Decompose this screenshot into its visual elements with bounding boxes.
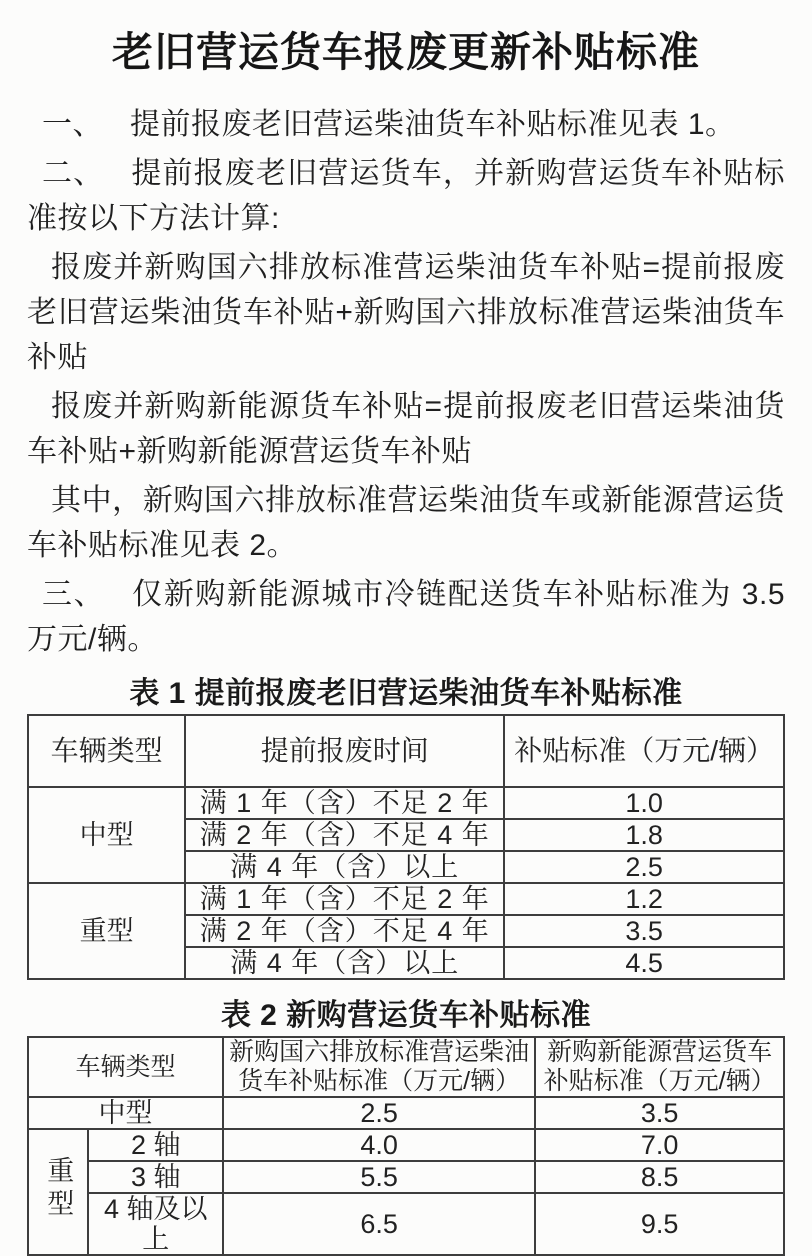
table-row bbox=[28, 1193, 784, 1255]
table2-value-cell: 2.5 bbox=[223, 1097, 535, 1129]
table-row bbox=[28, 883, 784, 915]
item-number-1: 一、 bbox=[42, 108, 103, 141]
table2-value-cell: 6.5 bbox=[223, 1193, 535, 1255]
table1-value-cell: 3.5 bbox=[504, 915, 784, 947]
table2-header-nev-subsidy: 新购新能源营运货车补贴标准（万元/辆） bbox=[535, 1037, 784, 1097]
paragraph-item-3 bbox=[27, 572, 785, 662]
table2-value-cell: 5.5 bbox=[223, 1161, 535, 1193]
paragraph-text: 仅新购新能源城市冷链配送货车补贴标准为 3.5 万元/辆。 bbox=[27, 578, 786, 656]
table1-time-cell: 满 1 年（含）不足 2 年 bbox=[185, 883, 504, 915]
table-row bbox=[28, 1097, 784, 1129]
paragraph-text: 提前报废老旧营运柴油货车补贴标准见表 1。 bbox=[130, 108, 736, 141]
table1-group-medium: 中型 bbox=[28, 787, 185, 883]
table1-value-cell: 1.0 bbox=[504, 787, 784, 819]
item-number-2: 二、 bbox=[42, 157, 105, 190]
table2-header-diesel-subsidy: 新购国六排放标准营运柴油货车补贴标准（万元/辆） bbox=[223, 1037, 535, 1097]
table2-heavy-label-text: 重型 bbox=[43, 1156, 74, 1222]
table2-caption: 表 2 新购营运货车补贴标准 bbox=[220, 999, 592, 1032]
table1-caption: 表 1 提前报废老旧营运柴油货车补贴标准 bbox=[129, 677, 683, 710]
table1-header-subsidy-standard: 补贴标准（万元/辆） bbox=[504, 715, 784, 787]
table2-value-cell: 8.5 bbox=[535, 1161, 784, 1193]
table2-value-cell: 4.0 bbox=[223, 1129, 535, 1161]
table1-value-cell: 1.2 bbox=[504, 883, 784, 915]
table1-value-cell: 1.8 bbox=[504, 819, 784, 851]
table-row bbox=[28, 1129, 784, 1161]
table2-value-cell: 7.0 bbox=[535, 1129, 784, 1161]
table2-value-cell: 9.5 bbox=[535, 1193, 784, 1255]
table2-axle-cell: 3 轴 bbox=[88, 1161, 223, 1193]
paragraph-formula-2 bbox=[27, 384, 785, 474]
table1-time-cell: 满 4 年（含）以上 bbox=[185, 851, 504, 883]
paragraph-item-1 bbox=[27, 102, 785, 147]
table1-time-cell: 满 2 年（含）不足 4 年 bbox=[185, 819, 504, 851]
paragraph-text: 提前报废老旧营运货车，并新购营运货车补贴标准按以下方法计算: bbox=[27, 157, 786, 235]
table1-time-cell: 满 1 年（含）不足 2 年 bbox=[185, 787, 504, 819]
table2-header-vehicle-type: 车辆类型 bbox=[28, 1037, 223, 1097]
table2-axle-cell: 2 轴 bbox=[88, 1129, 223, 1161]
table1-value-cell: 4.5 bbox=[504, 947, 784, 979]
item-number-3: 三、 bbox=[42, 578, 106, 611]
table2-value-cell: 3.5 bbox=[535, 1097, 784, 1129]
paragraph-text: 报废并新购新能源货车补贴=提前报废老旧营运柴油货车补贴+新购新能源营运货车补贴 bbox=[27, 390, 785, 468]
table2-medium-label: 中型 bbox=[28, 1097, 223, 1129]
table1-header-row bbox=[28, 715, 784, 787]
paragraph-note bbox=[27, 478, 785, 568]
document-title: 老旧营运货车报废更新补贴标准 bbox=[112, 29, 700, 75]
table1-scrappage-subsidy bbox=[27, 714, 785, 980]
paragraph-text: 报废并新购国六排放标准营运柴油货车补贴=提前报废老旧营运柴油货车补贴+新购国六排放标准营运柴油货车补贴 bbox=[27, 251, 785, 374]
table2-new-purchase-subsidy bbox=[27, 1036, 785, 1256]
table-row bbox=[28, 787, 784, 819]
table2-axle-cell: 4 轴及以上 bbox=[88, 1193, 223, 1255]
table1-value-cell: 2.5 bbox=[504, 851, 784, 883]
table2-header-row bbox=[28, 1037, 784, 1097]
paragraph-formula-1 bbox=[27, 245, 785, 380]
table1-time-cell: 满 2 年（含）不足 4 年 bbox=[185, 915, 504, 947]
table1-time-cell: 满 4 年（含）以上 bbox=[185, 947, 504, 979]
table1-header-vehicle-type: 车辆类型 bbox=[28, 715, 185, 787]
table2-heavy-label bbox=[28, 1129, 88, 1255]
table1-group-heavy: 重型 bbox=[28, 883, 185, 979]
paragraph-text: 其中，新购国六排放标准营运柴油货车或新能源营运货车补贴标准见表 2。 bbox=[27, 484, 785, 562]
table-row bbox=[28, 1161, 784, 1193]
paragraph-item-2 bbox=[27, 151, 785, 241]
table1-header-scrap-time: 提前报废时间 bbox=[185, 715, 504, 787]
